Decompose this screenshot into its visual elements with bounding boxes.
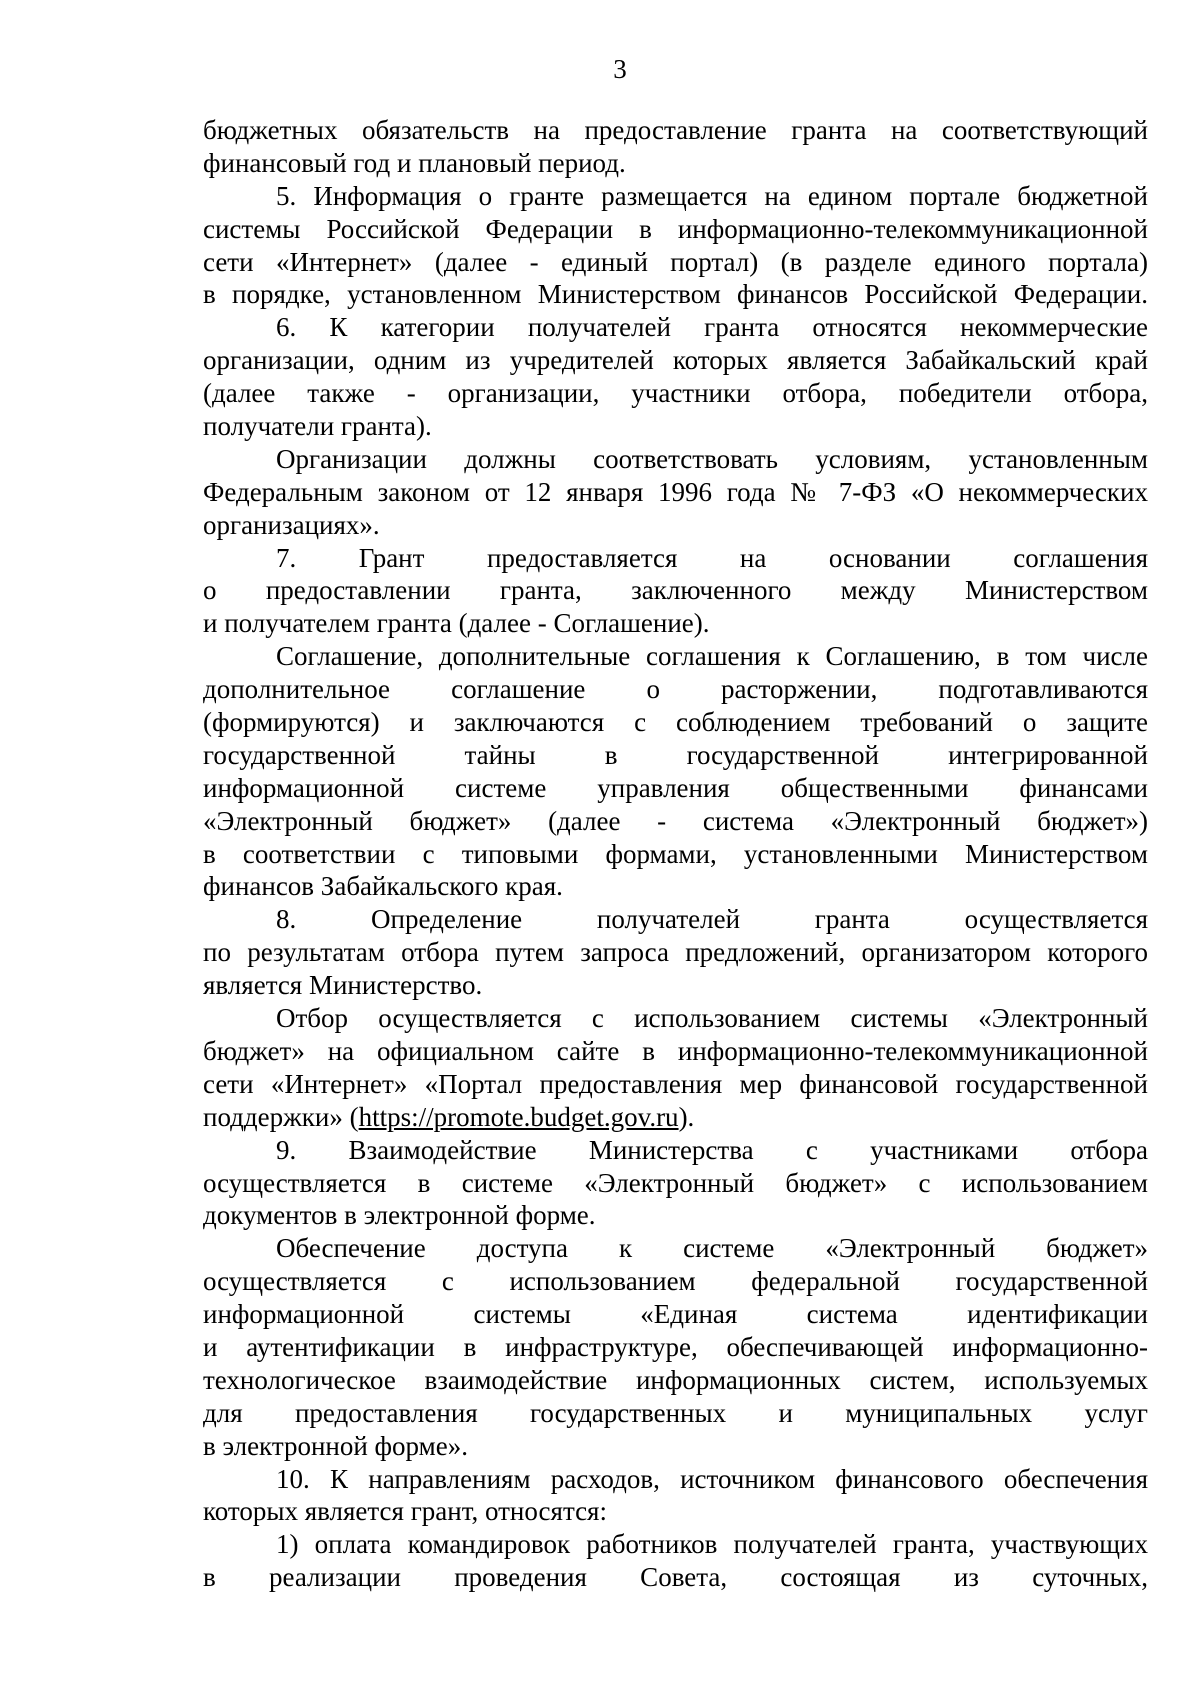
text-line — [203, 509, 1148, 542]
line-text: 1) оплата командировок работников получателей гранта, участвующих — [276, 1529, 1148, 1560]
line-text: 7. Грант предоставляется на основании соглашения — [276, 542, 1148, 573]
line-text: Отбор осуществляется с использованием системы «Электронный — [276, 1003, 1148, 1034]
line-text: финансовый год и плановый период. — [203, 147, 626, 178]
line-text: является Министерство. — [203, 970, 483, 1001]
text-line — [203, 903, 1148, 936]
text-line — [203, 278, 1148, 311]
line-text: государственной тайны в государственной интегрированной — [203, 739, 1148, 770]
line-text: сети «Интернет» «Портал предоставления мер финансовой государственной — [203, 1068, 1148, 1099]
line-text: и получателем гранта (далее - Соглашение). — [203, 608, 710, 639]
line-text: в порядке, установленном Министерством финансов Российской Федерации. — [203, 279, 1148, 310]
line-text: 5. Информация о гранте размещается на едином портале бюджетной — [276, 180, 1148, 211]
text-line — [203, 1068, 1148, 1101]
line-text: бюджет» на официальном сайте в информационно-телекоммуникационной — [203, 1035, 1148, 1066]
line-text: Организации должны соответствовать условиям, установленным — [276, 443, 1148, 474]
line-text: в реализации проведения Совета, состоящая из суточных, — [203, 1562, 1148, 1593]
text-line — [203, 1167, 1148, 1200]
line-text: «Электронный бюджет» (далее - система «Электронный бюджет») — [203, 805, 1148, 836]
text-line — [203, 1463, 1148, 1496]
text-line — [203, 1495, 1148, 1528]
text-line — [203, 443, 1148, 476]
line-text: осуществляется в системе «Электронный бюджет» с использованием — [203, 1167, 1148, 1198]
text-line — [203, 1331, 1148, 1364]
text-line — [203, 1035, 1148, 1068]
portal-link[interactable]: https://promote.budget.gov.ru — [358, 1101, 679, 1132]
line-text: получатели гранта). — [203, 411, 432, 442]
document-body — [203, 114, 1148, 1594]
text-line — [203, 1364, 1148, 1397]
text-line — [203, 1002, 1148, 1035]
text-line — [203, 772, 1148, 805]
line-text: дополнительное соглашение о расторжении, подготавливаются — [203, 674, 1148, 705]
text-line — [203, 476, 1148, 509]
line-text: о предоставлении гранта, заключенного между Министерством — [203, 575, 1148, 606]
line-text: сети «Интернет» (далее - единый портал) (в разделе единого портала) — [203, 246, 1148, 277]
line-text: информационной системе управления общественными финансами — [203, 772, 1148, 803]
text-line — [203, 1199, 1148, 1232]
line-text: 9. Взаимодействие Министерства с участниками отбора — [276, 1134, 1148, 1165]
text-line — [203, 969, 1148, 1002]
line-text: которых является грант, относятся: — [203, 1496, 607, 1527]
text-line — [203, 213, 1148, 246]
line-text: и аутентификации в инфраструктуре, обеспечивающей информационно- — [203, 1331, 1148, 1362]
line-text: (формируются) и заключаются с соблюдением требований о защите — [203, 707, 1148, 738]
line-text: документов в электронной форме. — [203, 1200, 596, 1231]
text-line — [203, 1101, 1148, 1134]
line-text: 8. Определение получателей гранта осуществляется — [276, 904, 1148, 935]
line-text: поддержки» ( — [203, 1101, 359, 1132]
text-line — [203, 574, 1148, 607]
line-text: для предоставления государственных и муниципальных услуг — [203, 1397, 1148, 1428]
line-text: по результатам отбора путем запроса предложений, организатором которого — [203, 937, 1148, 968]
text-line — [203, 311, 1148, 344]
line-text: в соответствии с типовыми формами, установленными Министерством — [203, 838, 1148, 869]
text-line — [203, 706, 1148, 739]
line-text: информационной системы «Единая система идентификации — [203, 1299, 1148, 1330]
text-line — [203, 838, 1148, 871]
line-text: технологическое взаимодействие информационных систем, используемых — [203, 1364, 1148, 1395]
page-number: 3 — [613, 54, 627, 84]
text-line — [203, 1265, 1148, 1298]
line-text: Федеральным законом от 12 января 1996 года № 7-ФЗ «О некоммерческих — [203, 476, 1148, 507]
line-text: в электронной форме». — [203, 1430, 468, 1461]
text-line — [203, 870, 1148, 903]
line-text: 6. К категории получателей гранта относятся некоммерческие — [276, 312, 1148, 343]
text-line — [203, 1134, 1148, 1167]
text-line — [203, 1561, 1148, 1594]
text-line — [203, 1298, 1148, 1331]
text-line — [203, 377, 1148, 410]
text-line — [203, 147, 1148, 180]
text-line — [203, 1430, 1148, 1463]
line-text: финансов Забайкальского края. — [203, 871, 563, 902]
text-line — [203, 410, 1148, 443]
text-line — [203, 344, 1148, 377]
line-text: организациях». — [203, 509, 380, 540]
line-text: Соглашение, дополнительные соглашения к Соглашению, в том числе — [276, 641, 1148, 672]
text-line — [203, 805, 1148, 838]
line-text: организации, одним из учредителей которых является Забайкальский край — [203, 345, 1148, 376]
text-line — [203, 542, 1148, 575]
text-line — [203, 607, 1148, 640]
text-line — [203, 1232, 1148, 1265]
text-line — [203, 739, 1148, 772]
text-line — [203, 114, 1148, 147]
line-text: бюджетных обязательств на предоставление гранта на соответствующий — [203, 115, 1148, 145]
text-line — [203, 246, 1148, 279]
text-line — [203, 673, 1148, 706]
line-text: (далее также - организации, участники отбора, победители отбора, — [203, 378, 1148, 409]
text-line — [203, 1397, 1148, 1430]
text-line — [203, 640, 1148, 673]
line-text: системы Российской Федерации в информационно-телекоммуникационной — [203, 213, 1148, 244]
line-text: осуществляется с использованием федеральной государственной — [203, 1266, 1148, 1297]
text-line — [203, 1528, 1148, 1561]
line-text-after: ). — [678, 1101, 695, 1132]
text-line — [203, 936, 1148, 969]
line-text: 10. К направлениям расходов, источником финансового обеспечения — [276, 1463, 1148, 1494]
text-line — [203, 180, 1148, 213]
line-text: Обеспечение доступа к системе «Электронный бюджет» — [276, 1233, 1148, 1264]
